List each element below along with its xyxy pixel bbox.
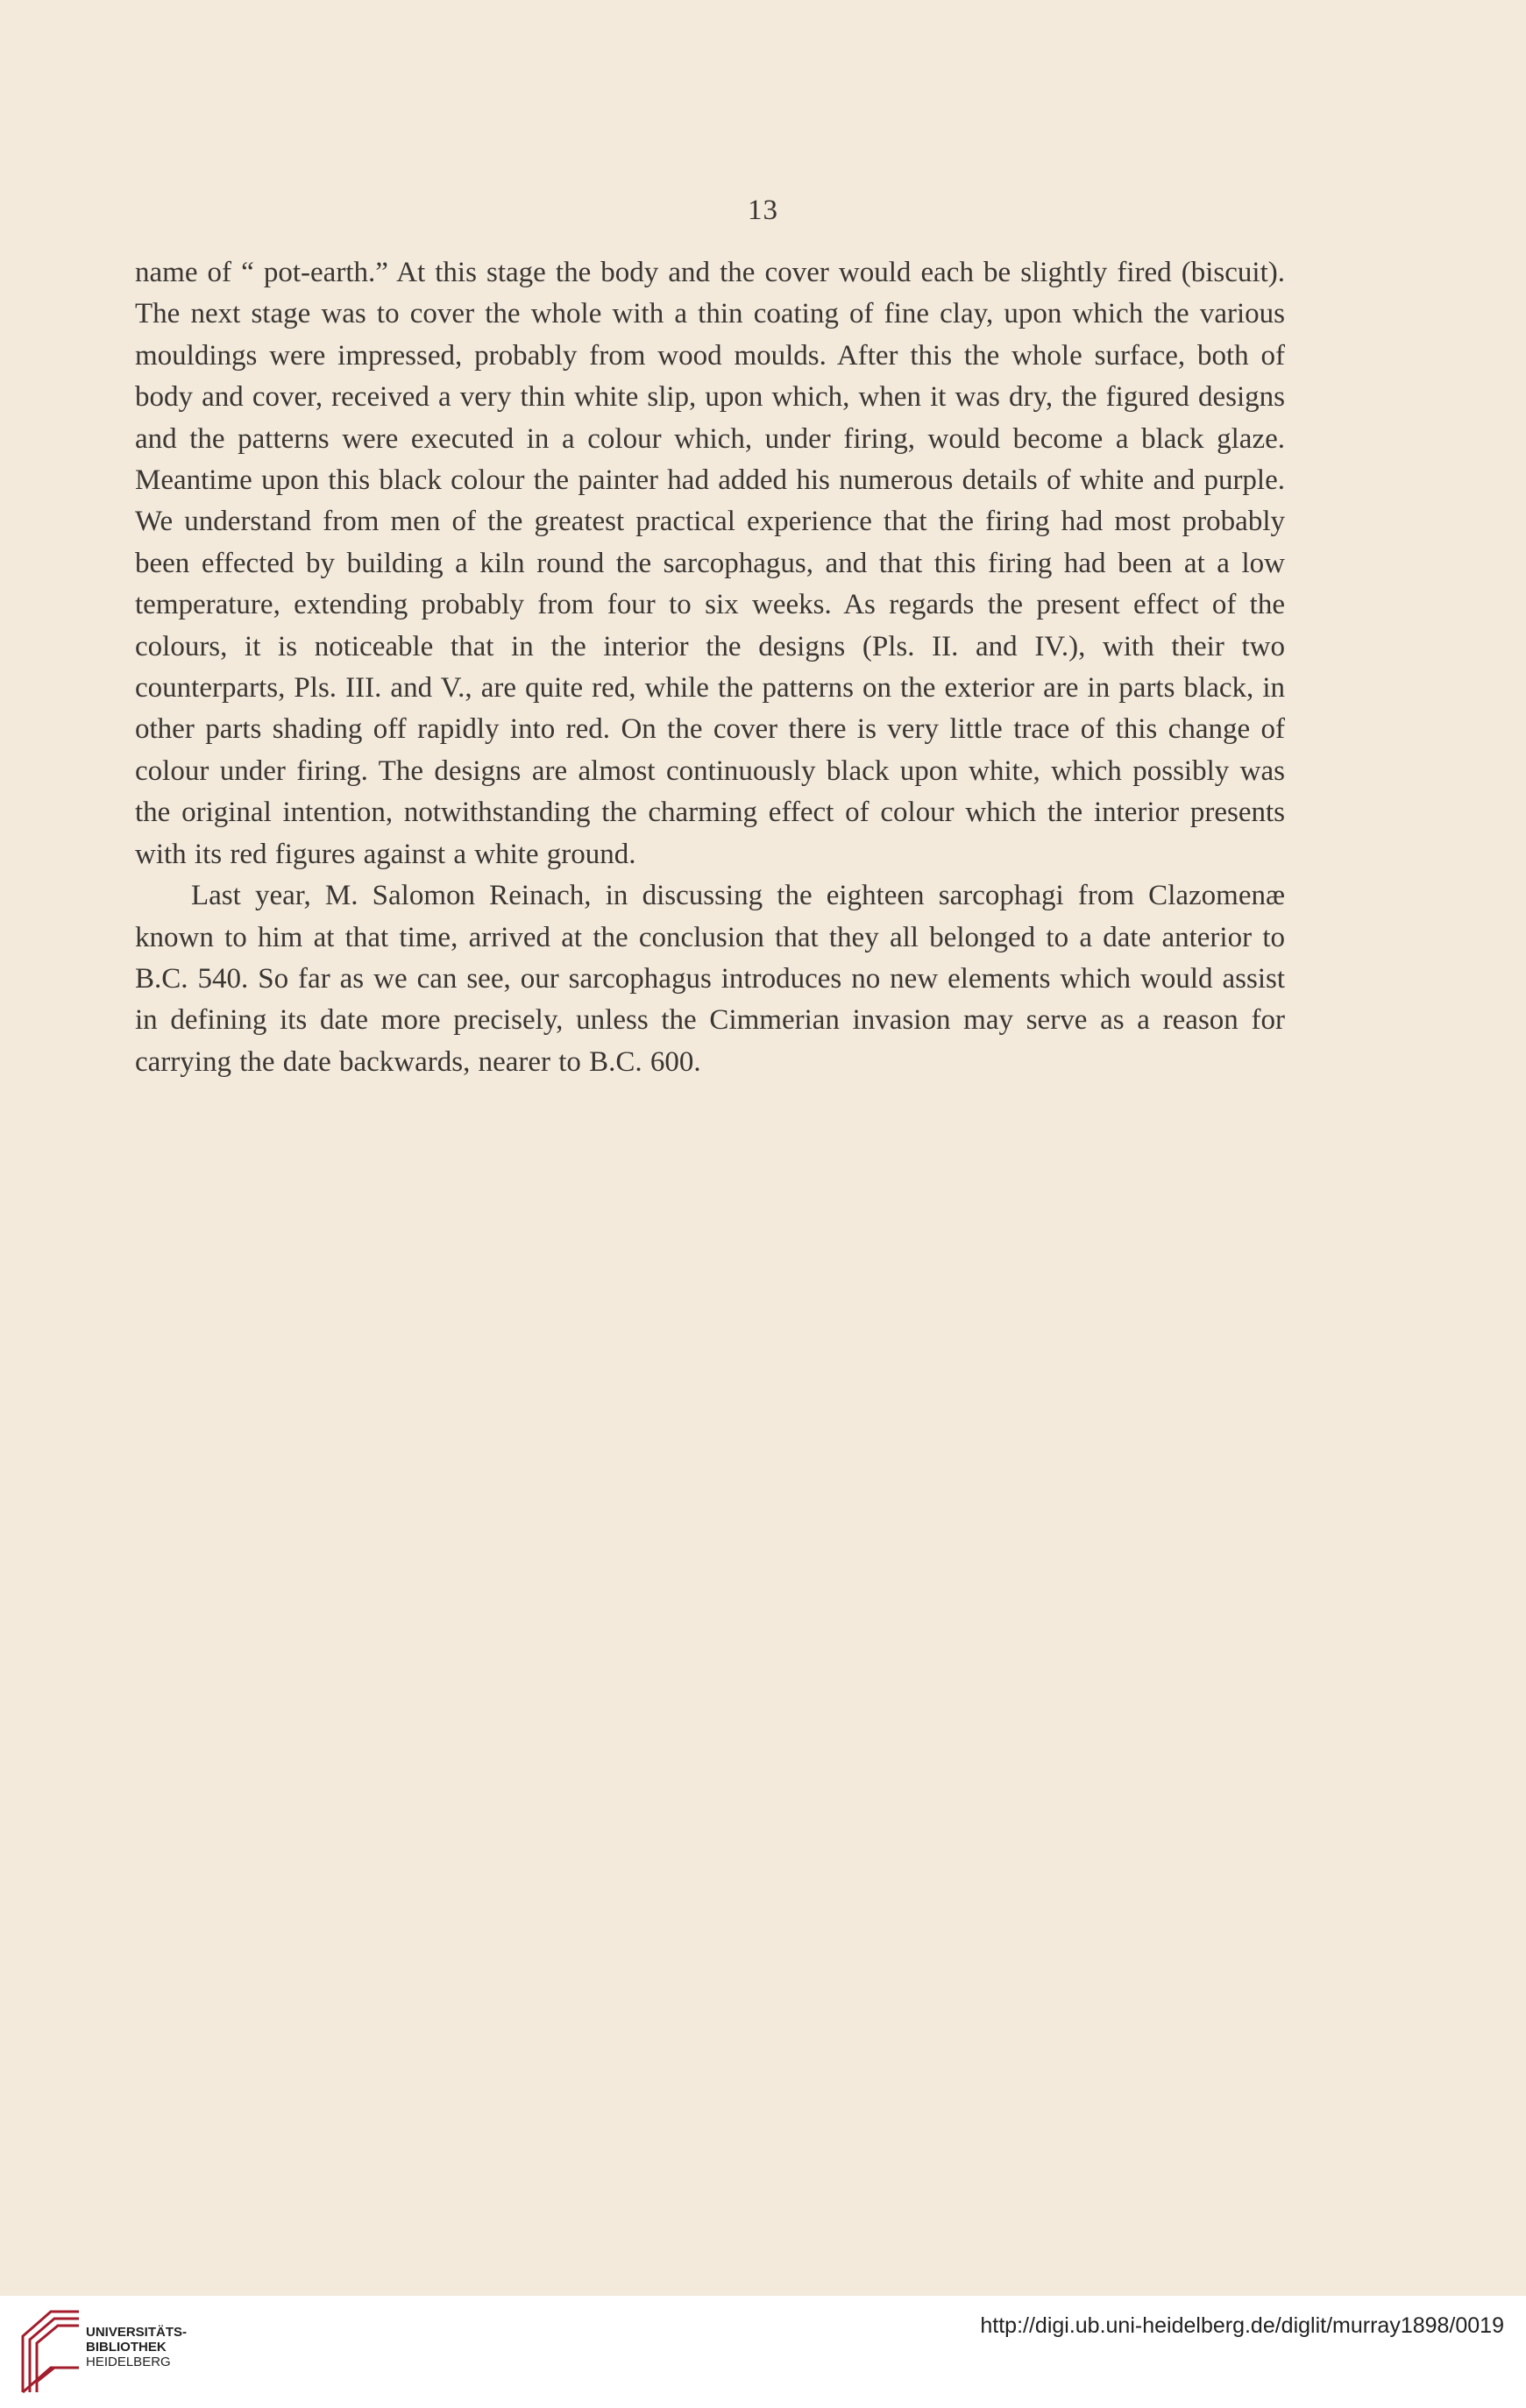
library-footer	[0, 2296, 1526, 2408]
library-name-line3: HEIDELBERG	[86, 2355, 171, 2369]
library-name	[86, 2325, 187, 2369]
source-url-link[interactable]: http://digi.ub.uni-heidelberg.de/diglit/murray1898/0019	[980, 2313, 1504, 2338]
library-logo-icon	[16, 2306, 84, 2399]
page-number: 13	[748, 195, 778, 226]
paragraph-firing-process: name of “ pot-earth.” At this stage the body and the cover would each be slightly fired (biscuit). The next stage was to cover the whole with a thin coating of fine clay, upon which the various mouldings were impressed, probably from wood moulds. After this the whole surface, both of body and cover, received a very thin white slip, upon which, when it was dry, the figured designs and the patterns were executed in a colour which, under firing, would become a black glaze. Meantime upon this black colour the painter had added his numerous details of white and purple. We understand from men of the greatest practical experience that the firing had most probably been effected by building a kiln round the sarcophagus, and that this firing had been at a low temperature, extending probably from four to six weeks. As regards the present effect of the colours, it is noticeable that in the interior the designs (Pls. II. and IV.), with their two counterparts, Pls. III. and V., are quite red, while the patterns on the exterior are in parts black, in other parts shading off rapidly into red. On the cover there is very little trace of this change of colour under firing. The designs are almost continuously black upon white, which possibly was the original intention, notwithstanding the charming effect of colour which the interior presents with its red figures against a white ground.	[135, 257, 1285, 870]
library-name-line1: UNIVERSITÄTS-	[86, 2325, 188, 2340]
paragraph-dating: Last year, M. Salomon Reinach, in discussing the eighteen sarcophagi from Clazomenæ known to him at that time, arrived at the conclusion that they all belonged to a date anterior to B.C. 540. So far as we can see, our sarcophagus introduces no new elements which would assist in defining its date more precisely, unless the Cimmerian invasion may serve as a reason for carrying the date backwards, nearer to B.C. 600.	[135, 880, 1285, 1078]
library-name-line2: BIBLIOTHEK	[86, 2340, 167, 2355]
body-text	[135, 252, 1285, 1083]
